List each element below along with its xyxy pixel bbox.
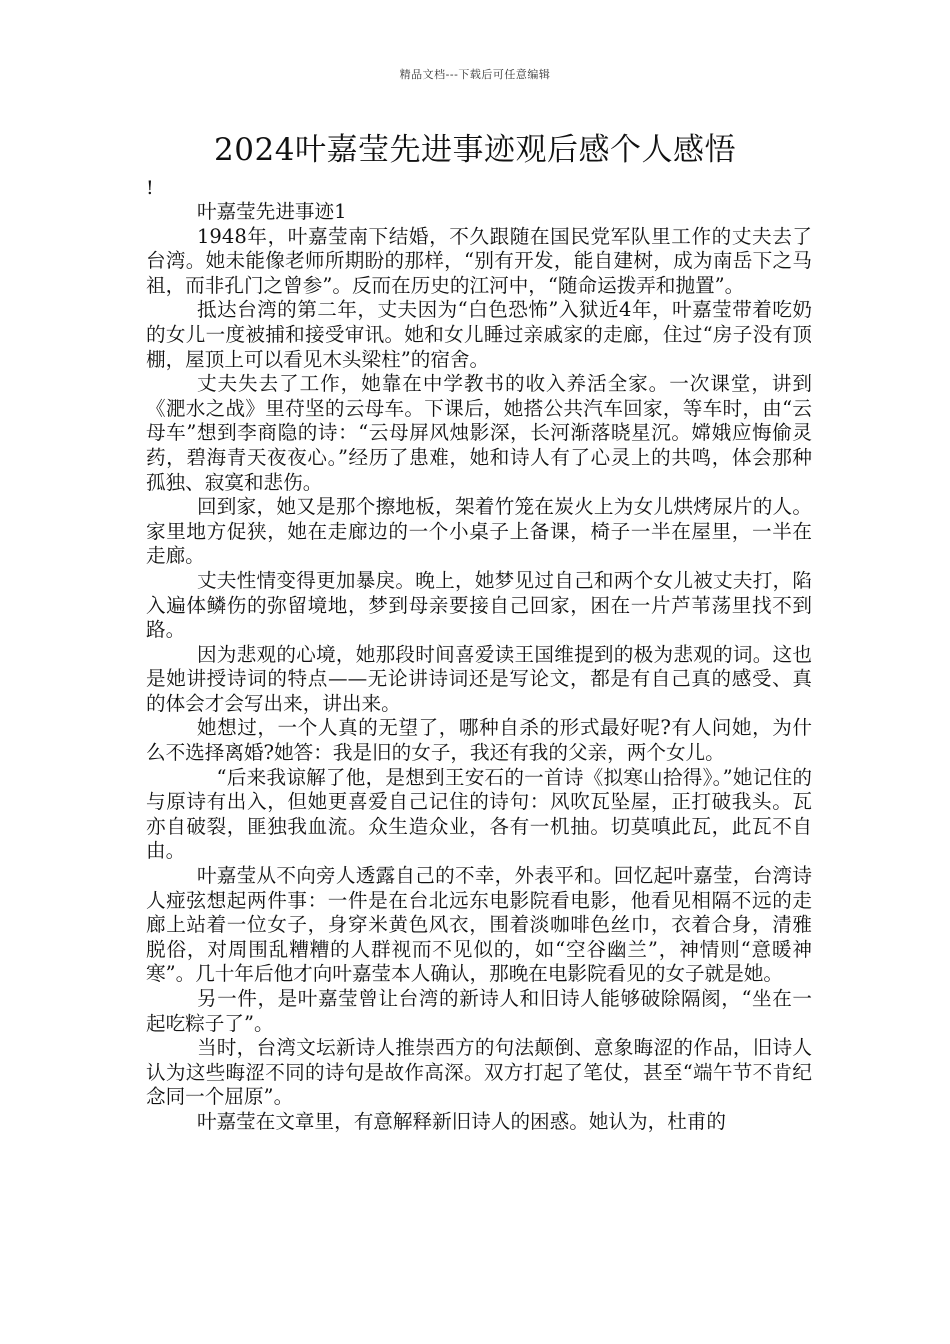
paragraph-5: 丈夫性情变得更加暴戾。晚上，她梦见过自己和两个女儿被丈夫打，陷入遍体鳞伤的弥留境地，梦到母亲要接自己回家，困在一片芦苇荡里找不到路。 — [146, 568, 812, 642]
paragraph-3: 丈夫失去了工作，她靠在中学教书的收入养活全家。一次课堂，讲到《淝水之战》里苻坚的云母车。下课后，她搭公共汽车回家，等车时，由“云母车”想到李商隐的诗：“云母屏风烛影深，长河渐落晓星沉。嫦娥应悔偷灵药，碧海青天夜夜心。”经历了患难，她和诗人有了心灵上的共鸣，体会那种孤独、寂寞和悲伤。 — [146, 372, 812, 494]
stray-mark: ! — [146, 177, 154, 199]
paragraph-7: 她想过，一个人真的无望了，哪种自杀的形式最好呢?有人问她，为什么不选择离婚?她答：我是旧的女子，我还有我的父亲，两个女儿。 — [146, 716, 812, 765]
paragraph-4: 回到家，她又是那个擦地板，架着竹笼在炭火上为女儿烘烤尿片的人。家里地方促狭，她在走廊边的一个小桌子上备课，椅子一半在屋里，一半在走廊。 — [146, 495, 812, 568]
paragraph-10: 另一件，是叶嘉莹曾让台湾的新诗人和旧诗人能够破除隔阂，“坐在一起吃粽子了”。 — [146, 987, 812, 1035]
paragraph-6: 因为悲观的心境，她那段时间喜爱读王国维提到的极为悲观的词。这也是她讲授诗词的特点——无论讲诗词还是写论文，都是有自己真的感受、真的体会才会写出来，讲出来。 — [146, 642, 812, 715]
paragraph-9: 叶嘉莹从不向旁人透露自己的不幸，外表平和。回忆起叶嘉莹，台湾诗人痖弦想起两件事：一件是在台北远东电影院看电影，他看见相隔不远的走廊上站着一位女子，身穿米黄色风衣，围着淡咖啡色丝巾，衣着合身，清雅脱俗，对周围乱糟糟的人群视而不见似的，如“空谷幽兰”，神情则“意暖神寒”。几十年后他才向叶嘉莹本人确认，那晚在电影院看见的女子就是她。 — [146, 864, 812, 986]
document-body — [146, 200, 812, 1135]
paragraph-2: 抵达台湾的第二年，丈夫因为“白色恐怖”入狱近4年，叶嘉莹带着吃奶的女儿一度被捕和接受审讯。她和女儿睡过亲戚家的走廊，住过“房子没有顶棚，屋顶上可以看见木头梁柱”的宿舍。 — [146, 298, 812, 371]
section-subheading: 叶嘉莹先进事迹1 — [196, 200, 347, 223]
paragraph-8: “后来我谅解了他，是想到王安石的一首诗《拟寒山拾得》。”她记住的与原诗有出入，但她更喜爱自己记住的诗句：风吹瓦坠屋，正打破我头。瓦亦自破裂，匪独我血流。众生造众业，各有一机抽。切莫嗔此瓦，此瓦不自由。 — [146, 765, 812, 863]
page-header-note: 精品文档---下载后可任意编辑 — [399, 68, 551, 81]
paragraph-11: 当时，台湾文坛新诗人推崇西方的句法颠倒、意象晦涩的作品，旧诗人认为这些晦涩不同的诗句是故作高深。双方打起了笔仗，甚至“端午节不肯纪念同一个屈原”。 — [146, 1036, 812, 1109]
document-title: 2024叶嘉莹先进事迹观后感个人感悟 — [214, 132, 736, 168]
paragraph-12: 叶嘉莹在文章里，有意解释新旧诗人的困惑。她认为，杜甫的 — [196, 1109, 726, 1133]
paragraph-1: 1948年，叶嘉莹南下结婚，不久跟随在国民党军队里工作的丈夫去了台湾。她未能像老师所期盼的那样，“别有开发，能自建树，成为南岳下之马祖，而非孔门之曾参”。反而在历史的江河中，“随命运拨弄和抛置”。 — [146, 224, 812, 297]
